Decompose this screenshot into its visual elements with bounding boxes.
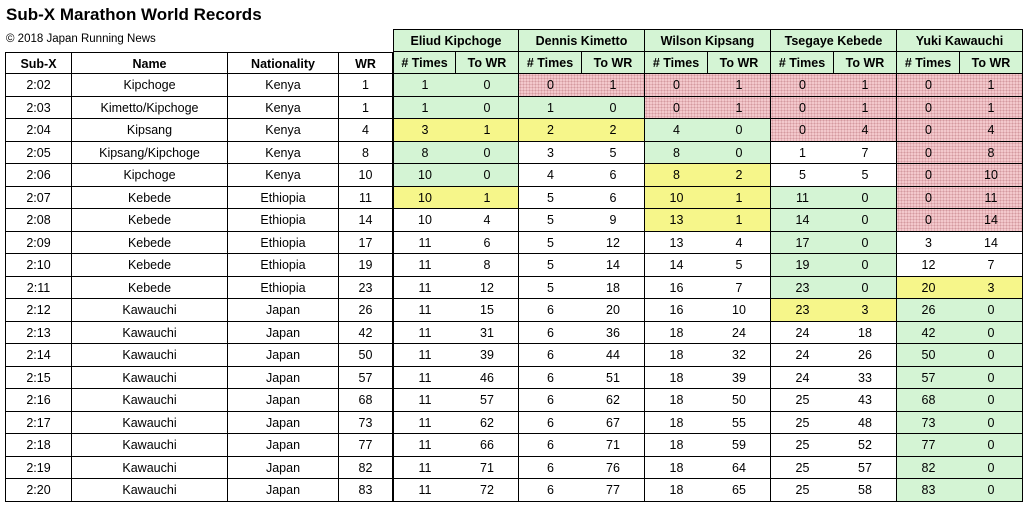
times-header: # Times: [645, 52, 708, 74]
wr-cell: 82: [339, 457, 393, 479]
to-wr-cell: 2: [582, 119, 645, 142]
times-cell: 4: [519, 164, 582, 187]
to-wr-cell: 59: [708, 434, 771, 457]
to-wr-cell: 6: [456, 232, 519, 254]
name-cell: Kimetto/Kipchoge: [72, 97, 228, 119]
nationality-cell: Japan: [228, 322, 339, 344]
to-wr-cell: 57: [456, 389, 519, 412]
runner-header: Tsegaye Kebede: [771, 29, 897, 52]
times-cell: 16: [645, 299, 708, 322]
to-wr-cell: 39: [708, 367, 771, 389]
sub-x-cell: 2:20: [5, 479, 72, 502]
times-cell: 13: [645, 232, 708, 254]
times-cell: 11: [393, 277, 456, 299]
runner-header: Yuki Kawauchi: [897, 29, 1023, 52]
to-wr-cell: 0: [960, 367, 1023, 389]
name-cell: Kawauchi: [72, 434, 228, 457]
to-wr-cell: 8: [960, 142, 1023, 164]
to-wr-cell: 0: [960, 412, 1023, 434]
sub-x-cell: 2:18: [5, 434, 72, 457]
to-wr-cell: 4: [456, 209, 519, 232]
to-wr-cell: 5: [708, 254, 771, 277]
to-wr-cell: 66: [456, 434, 519, 457]
times-cell: 0: [897, 74, 960, 97]
times-cell: 23: [771, 277, 834, 299]
times-cell: 4: [645, 119, 708, 142]
times-cell: 25: [771, 434, 834, 457]
times-cell: 13: [645, 209, 708, 232]
to-wr-cell: 0: [960, 434, 1023, 457]
to-wr-cell: 48: [834, 412, 897, 434]
nationality-cell: Japan: [228, 344, 339, 367]
sub-x-cell: 2:15: [5, 367, 72, 389]
to-wr-cell: 1: [960, 74, 1023, 97]
times-cell: 83: [897, 479, 960, 502]
to-wr-cell: 12: [456, 277, 519, 299]
wr-cell: 42: [339, 322, 393, 344]
times-cell: 11: [393, 457, 456, 479]
wr-cell: 73: [339, 412, 393, 434]
sub-x-cell: 2:11: [5, 277, 72, 299]
nationality-cell: Ethiopia: [228, 277, 339, 299]
wr-cell: 26: [339, 299, 393, 322]
times-cell: 8: [393, 142, 456, 164]
times-cell: 3: [897, 232, 960, 254]
nationality-cell: Japan: [228, 434, 339, 457]
to-wr-header: To WR: [834, 52, 897, 74]
times-cell: 3: [393, 119, 456, 142]
times-header: # Times: [771, 52, 834, 74]
to-wr-cell: 14: [582, 254, 645, 277]
times-cell: 24: [771, 367, 834, 389]
to-wr-cell: 0: [582, 97, 645, 119]
name-cell: Kebede: [72, 254, 228, 277]
times-cell: 19: [771, 254, 834, 277]
nationality-cell: Japan: [228, 457, 339, 479]
name-cell: Kawauchi: [72, 412, 228, 434]
to-wr-cell: 9: [582, 209, 645, 232]
column-header: WR: [339, 52, 393, 74]
to-wr-cell: 62: [582, 389, 645, 412]
name-cell: Kawauchi: [72, 479, 228, 502]
to-wr-cell: 1: [708, 74, 771, 97]
times-cell: 24: [771, 344, 834, 367]
to-wr-cell: 0: [708, 142, 771, 164]
column-header: Name: [72, 52, 228, 74]
times-cell: 18: [645, 367, 708, 389]
wr-cell: 68: [339, 389, 393, 412]
times-cell: 2: [519, 119, 582, 142]
name-cell: Kebede: [72, 277, 228, 299]
times-cell: 0: [771, 74, 834, 97]
times-cell: 6: [519, 479, 582, 502]
to-wr-cell: 14: [960, 209, 1023, 232]
to-wr-cell: 18: [834, 322, 897, 344]
wr-cell: 23: [339, 277, 393, 299]
wr-cell: 1: [339, 97, 393, 119]
to-wr-cell: 0: [708, 119, 771, 142]
to-wr-cell: 0: [456, 74, 519, 97]
times-cell: 0: [771, 119, 834, 142]
times-cell: 10: [393, 187, 456, 209]
times-cell: 25: [771, 457, 834, 479]
times-cell: 11: [393, 479, 456, 502]
to-wr-cell: 46: [456, 367, 519, 389]
to-wr-cell: 10: [708, 299, 771, 322]
to-wr-cell: 1: [456, 119, 519, 142]
wr-cell: 1: [339, 74, 393, 97]
times-cell: 20: [897, 277, 960, 299]
nationality-cell: Kenya: [228, 164, 339, 187]
runner-header: Dennis Kimetto: [519, 29, 645, 52]
to-wr-header: To WR: [960, 52, 1023, 74]
times-cell: 6: [519, 344, 582, 367]
to-wr-cell: 76: [582, 457, 645, 479]
times-cell: 1: [393, 74, 456, 97]
times-cell: 82: [897, 457, 960, 479]
nationality-cell: Ethiopia: [228, 232, 339, 254]
to-wr-cell: 0: [960, 299, 1023, 322]
nationality-cell: Japan: [228, 299, 339, 322]
wr-cell: 10: [339, 164, 393, 187]
times-cell: 8: [645, 142, 708, 164]
times-cell: 57: [897, 367, 960, 389]
nationality-cell: Kenya: [228, 119, 339, 142]
to-wr-cell: 62: [456, 412, 519, 434]
to-wr-cell: 20: [582, 299, 645, 322]
sub-x-cell: 2:13: [5, 322, 72, 344]
times-header: # Times: [897, 52, 960, 74]
to-wr-cell: 50: [708, 389, 771, 412]
name-cell: Kebede: [72, 209, 228, 232]
to-wr-cell: 51: [582, 367, 645, 389]
times-cell: 0: [897, 142, 960, 164]
sub-x-cell: 2:09: [5, 232, 72, 254]
to-wr-cell: 0: [456, 164, 519, 187]
to-wr-cell: 33: [834, 367, 897, 389]
times-cell: 11: [393, 344, 456, 367]
times-cell: 6: [519, 457, 582, 479]
times-cell: 11: [393, 299, 456, 322]
to-wr-cell: 0: [960, 457, 1023, 479]
wr-cell: 57: [339, 367, 393, 389]
nationality-cell: Japan: [228, 367, 339, 389]
nationality-cell: Kenya: [228, 142, 339, 164]
to-wr-cell: 65: [708, 479, 771, 502]
to-wr-cell: 0: [834, 209, 897, 232]
nationality-cell: Japan: [228, 389, 339, 412]
to-wr-header: To WR: [582, 52, 645, 74]
times-cell: 3: [519, 142, 582, 164]
wr-cell: 11: [339, 187, 393, 209]
times-cell: 25: [771, 479, 834, 502]
to-wr-cell: 77: [582, 479, 645, 502]
sub-x-cell: 2:14: [5, 344, 72, 367]
to-wr-cell: 58: [834, 479, 897, 502]
nationality-cell: Japan: [228, 479, 339, 502]
to-wr-cell: 1: [582, 74, 645, 97]
to-wr-cell: 0: [456, 142, 519, 164]
name-cell: Kebede: [72, 187, 228, 209]
to-wr-cell: 7: [708, 277, 771, 299]
to-wr-cell: 6: [582, 187, 645, 209]
name-cell: Kipchoge: [72, 74, 228, 97]
name-cell: Kawauchi: [72, 322, 228, 344]
name-cell: Kebede: [72, 232, 228, 254]
times-cell: 23: [771, 299, 834, 322]
times-cell: 5: [519, 254, 582, 277]
times-cell: 5: [519, 277, 582, 299]
sub-x-cell: 2:12: [5, 299, 72, 322]
to-wr-cell: 4: [708, 232, 771, 254]
times-cell: 0: [897, 119, 960, 142]
to-wr-cell: 1: [834, 97, 897, 119]
times-cell: 18: [645, 344, 708, 367]
times-cell: 6: [519, 299, 582, 322]
name-cell: Kipsang: [72, 119, 228, 142]
to-wr-cell: 1: [834, 74, 897, 97]
to-wr-cell: 14: [960, 232, 1023, 254]
times-cell: 26: [897, 299, 960, 322]
to-wr-cell: 1: [708, 97, 771, 119]
times-cell: 11: [393, 389, 456, 412]
name-cell: Kawauchi: [72, 299, 228, 322]
to-wr-cell: 3: [834, 299, 897, 322]
sub-x-cell: 2:17: [5, 412, 72, 434]
to-wr-cell: 43: [834, 389, 897, 412]
times-cell: 12: [897, 254, 960, 277]
to-wr-cell: 0: [834, 277, 897, 299]
to-wr-cell: 24: [708, 322, 771, 344]
times-cell: 10: [393, 209, 456, 232]
times-cell: 1: [519, 97, 582, 119]
times-cell: 0: [771, 97, 834, 119]
to-wr-cell: 39: [456, 344, 519, 367]
name-cell: Kipsang/Kipchoge: [72, 142, 228, 164]
to-wr-cell: 71: [582, 434, 645, 457]
nationality-cell: Ethiopia: [228, 254, 339, 277]
to-wr-cell: 12: [582, 232, 645, 254]
times-cell: 8: [645, 164, 708, 187]
nationality-cell: Japan: [228, 412, 339, 434]
times-cell: 11: [393, 232, 456, 254]
to-wr-cell: 0: [834, 232, 897, 254]
to-wr-cell: 2: [708, 164, 771, 187]
times-cell: 68: [897, 389, 960, 412]
times-cell: 16: [645, 277, 708, 299]
times-cell: 50: [897, 344, 960, 367]
times-cell: 5: [519, 209, 582, 232]
times-cell: 17: [771, 232, 834, 254]
name-cell: Kawauchi: [72, 389, 228, 412]
to-wr-cell: 57: [834, 457, 897, 479]
name-cell: Kawauchi: [72, 367, 228, 389]
times-cell: 18: [645, 412, 708, 434]
to-wr-cell: 31: [456, 322, 519, 344]
times-cell: 11: [393, 434, 456, 457]
to-wr-cell: 4: [834, 119, 897, 142]
sub-x-cell: 2:08: [5, 209, 72, 232]
times-cell: 6: [519, 389, 582, 412]
to-wr-cell: 72: [456, 479, 519, 502]
wr-cell: 8: [339, 142, 393, 164]
to-wr-cell: 0: [960, 344, 1023, 367]
times-cell: 42: [897, 322, 960, 344]
sub-x-cell: 2:03: [5, 97, 72, 119]
times-cell: 10: [645, 187, 708, 209]
to-wr-header: To WR: [708, 52, 771, 74]
to-wr-cell: 3: [960, 277, 1023, 299]
to-wr-cell: 11: [960, 187, 1023, 209]
times-cell: 6: [519, 412, 582, 434]
to-wr-cell: 0: [960, 389, 1023, 412]
times-header: # Times: [519, 52, 582, 74]
times-cell: 0: [645, 74, 708, 97]
times-cell: 1: [393, 97, 456, 119]
times-cell: 0: [897, 209, 960, 232]
column-header: Nationality: [228, 52, 339, 74]
wr-cell: 50: [339, 344, 393, 367]
times-cell: 11: [771, 187, 834, 209]
wr-cell: 19: [339, 254, 393, 277]
wr-cell: 17: [339, 232, 393, 254]
runner-header: Eliud Kipchoge: [393, 29, 519, 52]
to-wr-cell: 8: [456, 254, 519, 277]
to-wr-cell: 4: [960, 119, 1023, 142]
page-title: Sub-X Marathon World Records: [6, 5, 262, 24]
to-wr-cell: 0: [960, 479, 1023, 502]
times-cell: 18: [645, 457, 708, 479]
times-cell: 11: [393, 412, 456, 434]
times-cell: 14: [771, 209, 834, 232]
times-cell: 0: [897, 187, 960, 209]
times-cell: 1: [771, 142, 834, 164]
times-cell: 0: [645, 97, 708, 119]
times-cell: 6: [519, 322, 582, 344]
to-wr-cell: 1: [708, 187, 771, 209]
times-cell: 18: [645, 389, 708, 412]
sub-x-cell: 2:16: [5, 389, 72, 412]
to-wr-cell: 5: [582, 142, 645, 164]
times-cell: 5: [519, 232, 582, 254]
to-wr-cell: 0: [456, 97, 519, 119]
times-cell: 5: [519, 187, 582, 209]
times-cell: 73: [897, 412, 960, 434]
to-wr-cell: 44: [582, 344, 645, 367]
to-wr-cell: 7: [834, 142, 897, 164]
sub-x-cell: 2:07: [5, 187, 72, 209]
to-wr-cell: 6: [582, 164, 645, 187]
to-wr-cell: 1: [960, 97, 1023, 119]
times-cell: 77: [897, 434, 960, 457]
to-wr-cell: 64: [708, 457, 771, 479]
nationality-cell: Ethiopia: [228, 209, 339, 232]
column-header: Sub-X: [5, 52, 72, 74]
to-wr-cell: 10: [960, 164, 1023, 187]
times-cell: 18: [645, 322, 708, 344]
to-wr-cell: 5: [834, 164, 897, 187]
to-wr-cell: 0: [834, 187, 897, 209]
to-wr-cell: 36: [582, 322, 645, 344]
times-cell: 18: [645, 479, 708, 502]
times-cell: 6: [519, 367, 582, 389]
to-wr-cell: 0: [960, 322, 1023, 344]
to-wr-cell: 26: [834, 344, 897, 367]
times-cell: 5: [771, 164, 834, 187]
times-cell: 24: [771, 322, 834, 344]
nationality-cell: Kenya: [228, 97, 339, 119]
wr-cell: 77: [339, 434, 393, 457]
to-wr-cell: 7: [960, 254, 1023, 277]
times-cell: 6: [519, 434, 582, 457]
times-cell: 18: [645, 434, 708, 457]
sub-x-cell: 2:06: [5, 164, 72, 187]
to-wr-cell: 1: [708, 209, 771, 232]
to-wr-cell: 1: [456, 187, 519, 209]
times-cell: 10: [393, 164, 456, 187]
times-cell: 25: [771, 412, 834, 434]
wr-cell: 14: [339, 209, 393, 232]
name-cell: Kawauchi: [72, 457, 228, 479]
to-wr-cell: 0: [834, 254, 897, 277]
copyright-notice: © 2018 Japan Running News: [6, 33, 156, 45]
sub-x-cell: 2:19: [5, 457, 72, 479]
times-cell: 0: [897, 97, 960, 119]
to-wr-cell: 52: [834, 434, 897, 457]
wr-cell: 4: [339, 119, 393, 142]
to-wr-cell: 55: [708, 412, 771, 434]
sub-x-cell: 2:04: [5, 119, 72, 142]
times-cell: 0: [897, 164, 960, 187]
to-wr-cell: 15: [456, 299, 519, 322]
to-wr-cell: 71: [456, 457, 519, 479]
to-wr-header: To WR: [456, 52, 519, 74]
nationality-cell: Ethiopia: [228, 187, 339, 209]
wr-cell: 83: [339, 479, 393, 502]
sub-x-cell: 2:05: [5, 142, 72, 164]
times-cell: 11: [393, 367, 456, 389]
runner-header: Wilson Kipsang: [645, 29, 771, 52]
to-wr-cell: 18: [582, 277, 645, 299]
sub-x-cell: 2:10: [5, 254, 72, 277]
times-cell: 14: [645, 254, 708, 277]
times-cell: 11: [393, 322, 456, 344]
times-header: # Times: [393, 52, 456, 74]
to-wr-cell: 67: [582, 412, 645, 434]
to-wr-cell: 32: [708, 344, 771, 367]
sub-x-cell: 2:02: [5, 74, 72, 97]
name-cell: Kipchoge: [72, 164, 228, 187]
name-cell: Kawauchi: [72, 344, 228, 367]
times-cell: 25: [771, 389, 834, 412]
nationality-cell: Kenya: [228, 74, 339, 97]
times-cell: 11: [393, 254, 456, 277]
times-cell: 0: [519, 74, 582, 97]
